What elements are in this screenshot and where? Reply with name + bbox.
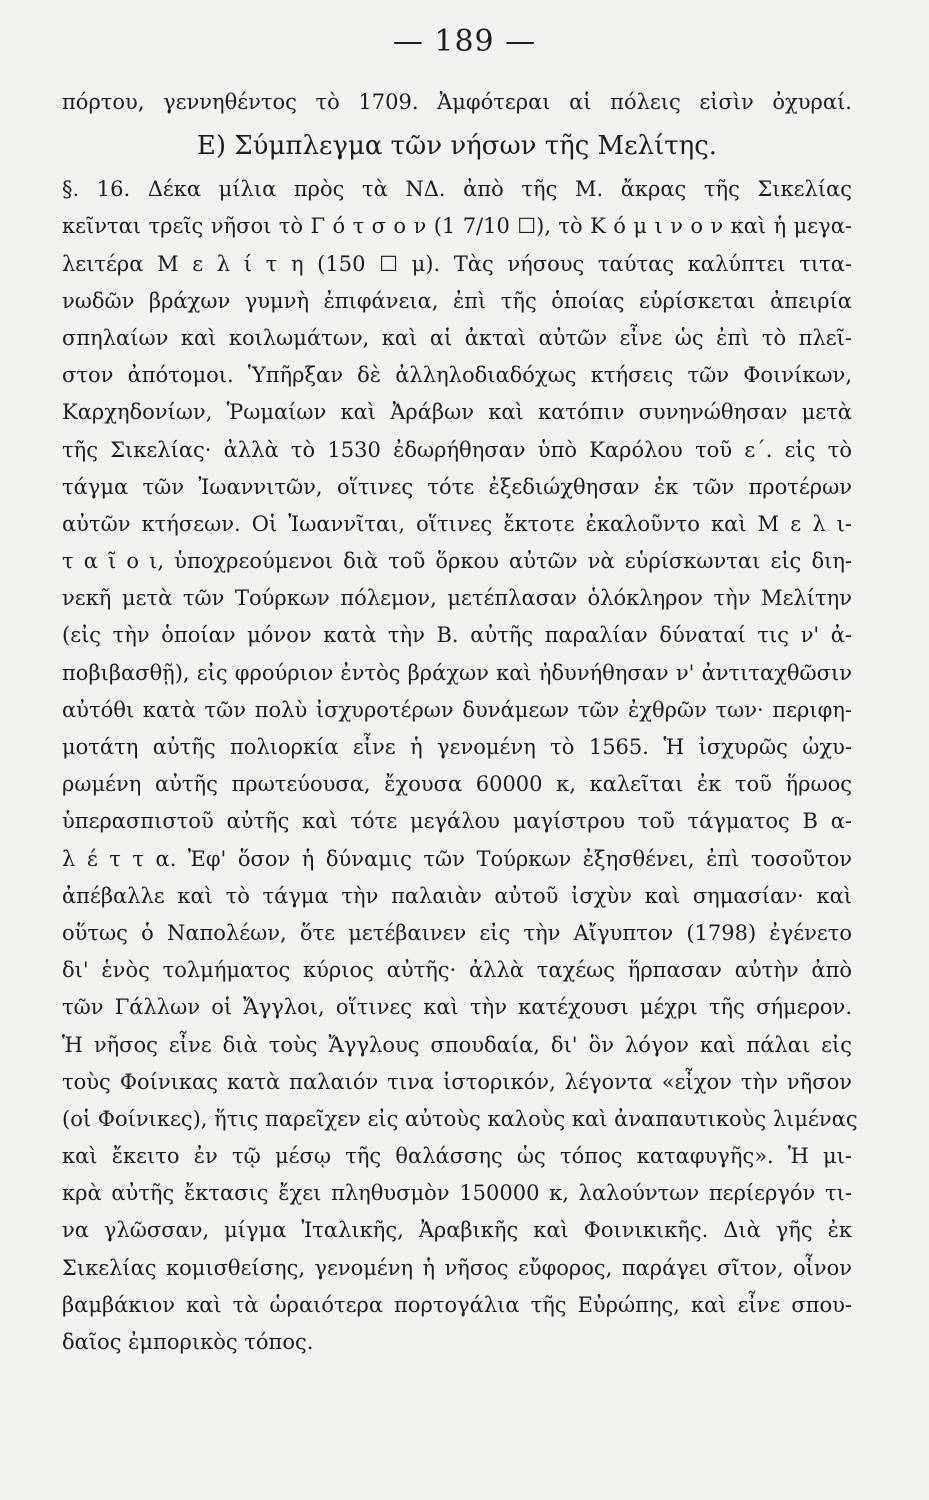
text-line: στον ἀπότομοι. Ὑπῆρξαν δὲ ἀλληλοδιαδόχως κτήσεις τῶν Φοινίκων, <box>62 363 852 388</box>
text-line: μοτάτη αὐτῆς πολιορκία εἶνε ἡ γενομένη τὸ 1565. Ἡ ἰσχυρῶς ὠχυ- <box>62 735 852 759</box>
paragraph <box>62 171 858 1361</box>
text-line: αὐτῶν κτήσεων. Οἱ Ἰωαννῖται, οἵτινες ἔκτοτε ἐκαλοῦντο καὶ Μ ε λ ι- <box>62 511 852 536</box>
text-line: §. 16. Δέκα μίλια πρὸς τὰ ΝΔ. ἀπὸ τῆς Μ. ἄκρας τῆς Σικελίας <box>62 177 852 202</box>
text-line: τῆς Σικελίας· ἀλλὰ τὸ 1530 ἐδωρήθησαν ὑπὸ Καρόλου τοῦ ε΄. εἰς τὸ <box>62 437 852 462</box>
text-line: (οἱ Φοίνικες), ἥτις παρεῖχεν εἰς αὐτοὺς καλοὺς καὶ ἀναπαυτικοὺς λιμένας <box>62 1106 858 1131</box>
text-line: λειτέρα Μ ε λ ί τ η (150 ☐ μ). Τὰς νήσους ταύτας καλύπτει τιτα- <box>62 251 852 276</box>
text-line: ποβιβασθῇ), εἰς φρούριον ἐντὸς βράχων καὶ ἠδυνήθησαν ν' ἀντιταχθῶσιν <box>62 660 852 685</box>
text-line: Καρχηδονίων, Ῥωμαίων καὶ Ἀράβων καὶ κατόπιν συνηνώθησαν μετὰ <box>62 400 852 425</box>
page-number: — 189 — <box>392 24 537 59</box>
text-line: ρωμένη αὐτῆς πρωτεύουσα, ἔχουσα 60000 κ, καλεῖται ἐκ τοῦ ἥρωος <box>62 772 852 797</box>
text-line: (εἰς τὴν ὁποίαν μόνον κατὰ τὴν Β. αὐτῆς παραλίαν δύναταί τις ν' ἀ- <box>62 623 852 648</box>
text-line: Σικελίας κομισθείσης, γενομένη ἡ νῆσος εὔφορος, παράγει σῖτον, οἶνον <box>62 1255 852 1280</box>
text-line: τῶν Γάλλων οἱ Ἄγγλοι, οἵτινες καὶ τὴν κατέχουσι μέχρι τῆς σήμερον. <box>62 995 852 1020</box>
text-line: καὶ ἔκειτο ἐν τῷ μέσῳ τῆς θαλάσσης ὡς τόπος καταφυγῆς». Ἡ μι- <box>62 1144 852 1169</box>
text-line: κρὰ αὐτῆς ἔκτασις ἔχει πληθυσμὸν 150000 κ, λαλούντων περίεργόν τι- <box>62 1181 852 1206</box>
text-line: ὑπερασπιστοῦ αὐτῆς καὶ τότε μεγάλου μαγίστρου τοῦ τάγματος Β α- <box>62 809 852 834</box>
section-heading: Ε) Σύμπλεγμα τῶν νήσων τῆς Μελίτης. <box>196 131 718 162</box>
text-line: νωδῶν βράχων γυμνὴ ἐπιφάνεια, ἐπὶ τῆς ὁποίας εὑρίσκεται ἀπειρία <box>62 288 852 313</box>
text-line: λ έ τ τ α. Ἐφ' ὅσον ἡ δύναμις τῶν Τούρκων ἐξησθένει, ἐπὶ τοσοῦτον <box>62 846 852 871</box>
text-line: Ἡ νῆσος εἶνε διὰ τοὺς Ἄγγλους σπουδαία, δι' ὃν λόγον καὶ πάλαι εἰς <box>62 1032 852 1057</box>
text-line: αὐτόθι κατὰ τῶν πολὺ ἰσχυροτέρων δυνάμεων τῶν ἐχθρῶν των· περιφη- <box>62 697 852 722</box>
text-line: οὕτως ὁ Ναπολέων, ὅτε μετέβαινεν εἰς τὴν Αἴγυπτον (1798) ἐγένετο <box>62 920 852 945</box>
text-line: δι' ἑνὸς τολμήματος κύριος αὐτῆς· ἀλλὰ ταχέως ἥρπασαν αὐτὴν ἀπὸ <box>62 958 852 983</box>
text-line: νεκῆ μετὰ τῶν Τούρκων πόλεμον, μετέπλασαν ὁλόκληρον τὴν Μελίτην <box>62 586 852 611</box>
text-line: τ α ῖ ο ι, ὑποχρεούμενοι διὰ τοῦ ὅρκου αὐτῶν νὰ εὑρίσκωνται εἰς διη- <box>62 549 852 574</box>
text-line: να γλῶσσαν, μίγμα Ἰταλικῆς, Ἀραβικῆς καὶ Φοινικικῆς. Διὰ γῆς ἐκ <box>62 1218 852 1243</box>
text-line: βαμβάκιον καὶ τὰ ὡραιότερα πορτογάλια τῆς Εὐρώπης, καὶ εἶνε σπου- <box>62 1292 852 1317</box>
text-line: κεῖνται τρεῖς νῆσοι τὸ Γ ό τ σ ο ν (1 7/10 ☐), τὸ Κ ό μ ι ν ο ν καὶ ἡ μεγα- <box>62 214 852 239</box>
body-text <box>62 84 858 1361</box>
text-line: πόρτου, γεννηθέντος τὸ 1709. Ἀμφότεραι αἱ πόλεις εἰσὶν ὀχυραί. <box>62 90 852 114</box>
text-line: ἀπέβαλλε καὶ τὸ τάγμα τὴν παλαιὰν αὐτοῦ ἰσχὺν καὶ σημασίαν· καὶ <box>62 883 852 908</box>
text-line: τάγμα τῶν Ἰωαννιτῶν, οἵτινες τότε ἐξεδιώχθησαν ἐκ τῶν προτέρων <box>62 474 852 499</box>
text-line: σπηλαίων καὶ κοιλωμάτων, καὶ αἱ ἀκταὶ αὐτῶν εἶνε ὡς ἐπὶ τὸ πλεῖ- <box>62 325 852 350</box>
text-line: δαῖος ἐμπορικὸς τόπος. <box>62 1330 314 1354</box>
text-line: τοὺς Φοίνικας κατὰ παλαιόν τινα ἱστορικόν, λέγοντα «εἶχον τὴν νῆσον <box>62 1069 852 1094</box>
